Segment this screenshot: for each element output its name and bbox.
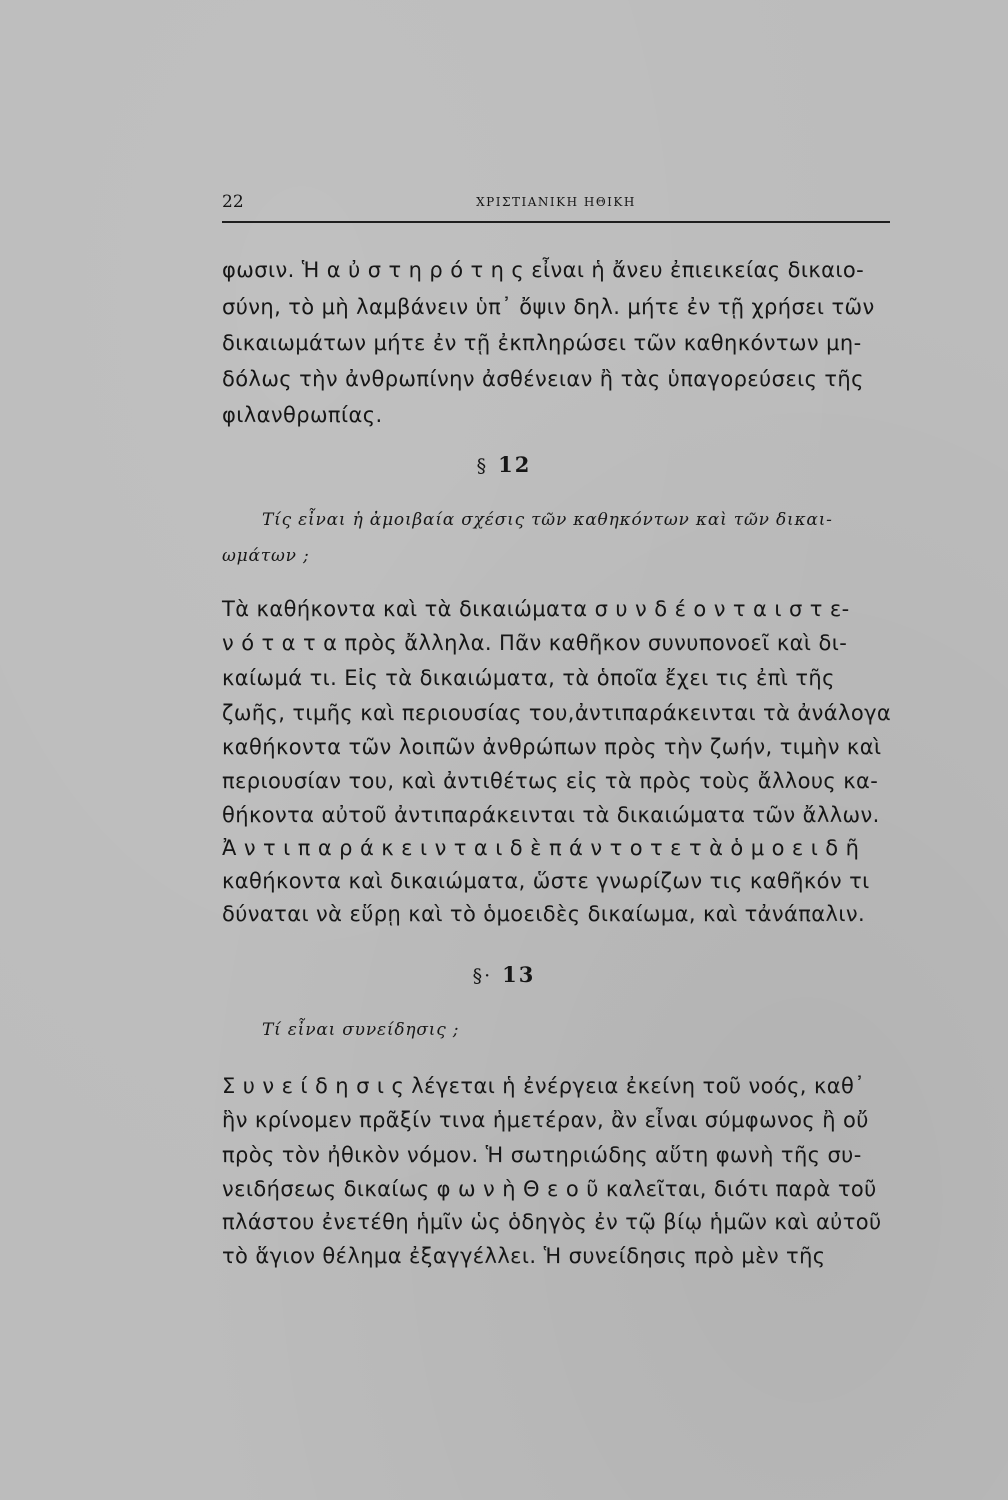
text-line: πρὸς τὸν ἠθικὸν νόμον. Ἡ σωτηριώδης αὕτη φωνὴ τῆς συ-: [222, 1143, 862, 1167]
text-line: Τὰ καθήκοντα καὶ τὰ δικαιώματα σ υ ν δ έ ο ν τ α ι σ τ ε-: [222, 597, 850, 621]
text-line: ἣν κρίνομεν πρᾶξίν τινα ἡμετέραν, ἂν εἶναι σύμφωνος ἢ οὔ: [222, 1108, 869, 1132]
text-line: περιουσίαν του, καὶ ἀντιθέτως εἰς τὰ πρὸς τοὺς ἄλλους κα-: [222, 769, 879, 793]
page-number: 22: [222, 192, 244, 212]
running-title: ΧΡΙΣΤΙΑΝΙΚΗ ΗΘΙΚΗ: [476, 195, 636, 209]
text-line: θήκοντα αὐτοῦ ἀντιπαράκεινται τὰ δικαιώματα τῶν ἄλλων.: [222, 803, 880, 827]
text-line: καίωμά τι. Εἰς τὰ δικαιώματα, τὰ ὁποῖα ἔχει τις ἐπὶ τῆς: [222, 666, 835, 690]
section-symbol: §: [476, 455, 489, 477]
text-line: φωσιν. Ἡ α ὐ σ τ η ρ ό τ η ς εἶναι ἡ ἄνευ ἐπιεικείας δικαιο-: [222, 258, 865, 282]
text-line: πλάστου ἐνετέθη ἡμῖν ὡς ὁδηγὸς ἐν τῷ βίῳ ἡμῶν καὶ αὐτοῦ: [222, 1210, 882, 1234]
running-head: [222, 192, 890, 216]
text-line: δόλως τὴν ἀνθρωπίνην ἀσθένειαν ἢ τὰς ὑπαγορεύσεις τῆς: [222, 367, 864, 391]
text-line: ζωῆς, τιμῆς καὶ περιουσίας του,ἀντιπαράκεινται τὰ ἀνάλογα: [222, 701, 892, 725]
text-line: καθήκοντα καὶ δικαιώματα, ὥστε γνωρίζων τις καθῆκόν τι: [222, 869, 870, 893]
text-line: καθήκοντα τῶν λοιπῶν ἀνθρώπων πρὸς τὴν ζωήν, τιμὴν καὶ: [222, 735, 882, 759]
section-question-line: ωμάτων ;: [222, 546, 310, 566]
section-symbol: §·: [472, 965, 493, 987]
text-line: δικαιωμάτων μήτε ἐν τῇ ἐκπληρώσει τῶν καθηκόντων μη-: [222, 331, 862, 355]
section-number: 13: [502, 962, 536, 987]
section-heading-12: [0, 452, 1008, 477]
text-line: Ἀ ν τ ι π α ρ ά κ ε ι ν τ α ι δ ὲ π ά ν τ ο τ ε τ ὰ ὁ μ ο ε ι δ ῆ: [222, 836, 860, 860]
text-line: σύνη, τὸ μὴ λαμβάνειν ὑπ᾿ ὄψιν δηλ. μήτε ἐν τῇ χρήσει τῶν: [222, 295, 875, 319]
section-number: 12: [498, 452, 532, 477]
section-question-line: Τί εἶναι συνείδησις ;: [262, 1020, 460, 1040]
section-heading-13: [0, 962, 1008, 987]
text-line: δύναται νὰ εὕρῃ καὶ τὸ ὁμοειδὲς δικαίωμα, καὶ τἀνάπαλιν.: [222, 902, 866, 926]
header-rule: [222, 221, 890, 223]
text-line: νειδήσεως δικαίως φ ω ν ὴ Θ ε ο ῦ καλεῖται, διότι παρὰ τοῦ: [222, 1177, 877, 1201]
text-line: ν ό τ α τ α πρὸς ἄλληλα. Πᾶν καθῆκον συνυπονοεῖ καὶ δι-: [222, 631, 848, 655]
text-line: φιλανθρωπίας.: [222, 403, 383, 427]
section-question-line: Τίς εἶναι ἡ ἀμοιβαία σχέσις τῶν καθηκόντων καὶ τῶν δικαι-: [262, 510, 833, 530]
text-line: Σ υ ν ε ί δ η σ ι ς λέγεται ἡ ἐνέργεια ἐκείνη τοῦ νοός, καθ᾿: [222, 1074, 866, 1098]
text-line: τὸ ἅγιον θέλημα ἐξαγγέλλει. Ἡ συνείδησις πρὸ μὲν τῆς: [222, 1244, 826, 1268]
